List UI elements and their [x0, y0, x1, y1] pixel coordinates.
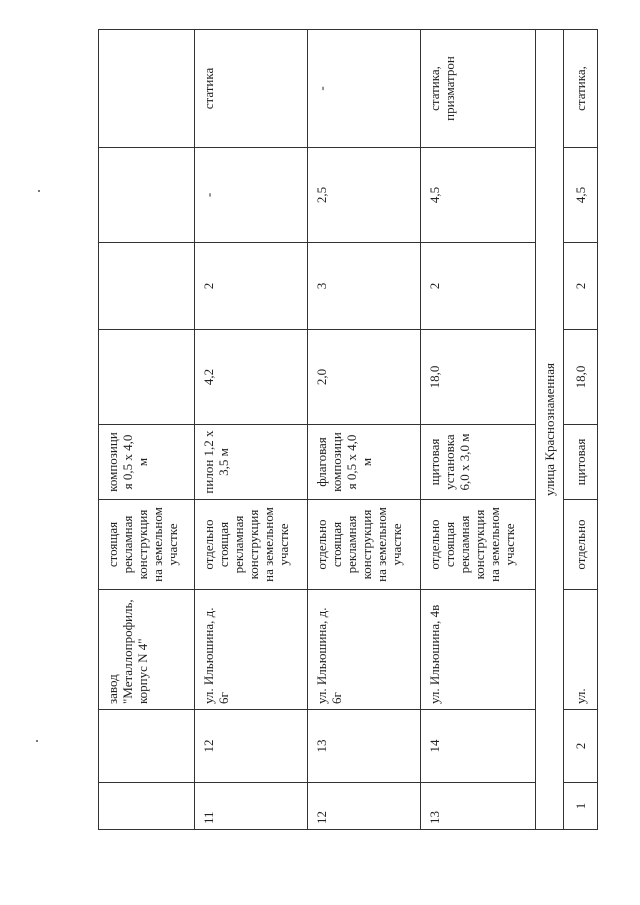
cell-tech: статика: [195, 30, 308, 148]
scan-speck: [38, 190, 40, 192]
table-row: [421, 30, 536, 830]
scan-speck: [36, 740, 38, 742]
cell-address: завод "Металлопрофиль, корпус N 4": [99, 590, 195, 710]
cell-area: [99, 330, 195, 425]
cell-num: 12: [308, 783, 421, 830]
cell-address: ул. Ильюшина, д. 6г: [308, 590, 421, 710]
cell-type: стоящая рекламная конструкция на земельном участке: [99, 500, 195, 590]
cell-count: 2: [564, 243, 598, 330]
cell-tech: статика,: [564, 30, 598, 148]
cell-sides: 2,5: [308, 148, 421, 243]
cell-address: ул. Ильюшина, 4в: [421, 590, 536, 710]
cell-sides: -: [195, 148, 308, 243]
cell-count: 3: [308, 243, 421, 330]
cell-area: 4,2: [195, 330, 308, 425]
table-row: [195, 30, 308, 830]
cell-area: 2,0: [308, 330, 421, 425]
section-heading: улица Краснознаменная: [536, 30, 564, 830]
table-row: [99, 30, 195, 830]
cell-description: композици я 0,5 х 4,0 м: [99, 425, 195, 500]
cell-type: отдельно стоящая рекламная конструкция на земельном участке: [421, 500, 536, 590]
cell-type: отдельно стоящая рекламная конструкция на земельном участке: [308, 500, 421, 590]
advertising-structures-table: [98, 29, 598, 830]
cell-id: 2: [564, 710, 598, 783]
cell-num: 1: [564, 783, 598, 830]
cell-sides: 4,5: [564, 148, 598, 243]
cell-area: 18,0: [421, 330, 536, 425]
cell-sides: 4,5: [421, 148, 536, 243]
cell-count: [99, 243, 195, 330]
cell-id: 14: [421, 710, 536, 783]
cell-address: ул. Ильюшина, д. 6г: [195, 590, 308, 710]
cell-count: 2: [421, 243, 536, 330]
cell-id: 12: [195, 710, 308, 783]
cell-id: [99, 710, 195, 783]
cell-type: отдельно: [564, 500, 598, 590]
cell-description: щитовая установка 6,0 х 3,0 м: [421, 425, 536, 500]
cell-type: отдельно стоящая рекламная конструкция на земельном участке: [195, 500, 308, 590]
cell-tech: [99, 30, 195, 148]
cell-tech: -: [308, 30, 421, 148]
cell-tech: статика, призматрон: [421, 30, 536, 148]
cell-description: флаговая композици я 0,5 х 4,0 м: [308, 425, 421, 500]
cell-address: ул.: [564, 590, 598, 710]
cell-num: 11: [195, 783, 308, 830]
section-heading-row: [536, 30, 564, 830]
cell-sides: [99, 148, 195, 243]
cell-area: 18,0: [564, 330, 598, 425]
cell-count: 2: [195, 243, 308, 330]
rotated-table-container: [98, 30, 595, 830]
cell-num: 13: [421, 783, 536, 830]
cell-description: пилон 1,2 х 3,5 м: [195, 425, 308, 500]
table-row: [308, 30, 421, 830]
cell-num: [99, 783, 195, 830]
cell-id: 13: [308, 710, 421, 783]
table-row: [564, 30, 598, 830]
cell-description: щитовая: [564, 425, 598, 500]
